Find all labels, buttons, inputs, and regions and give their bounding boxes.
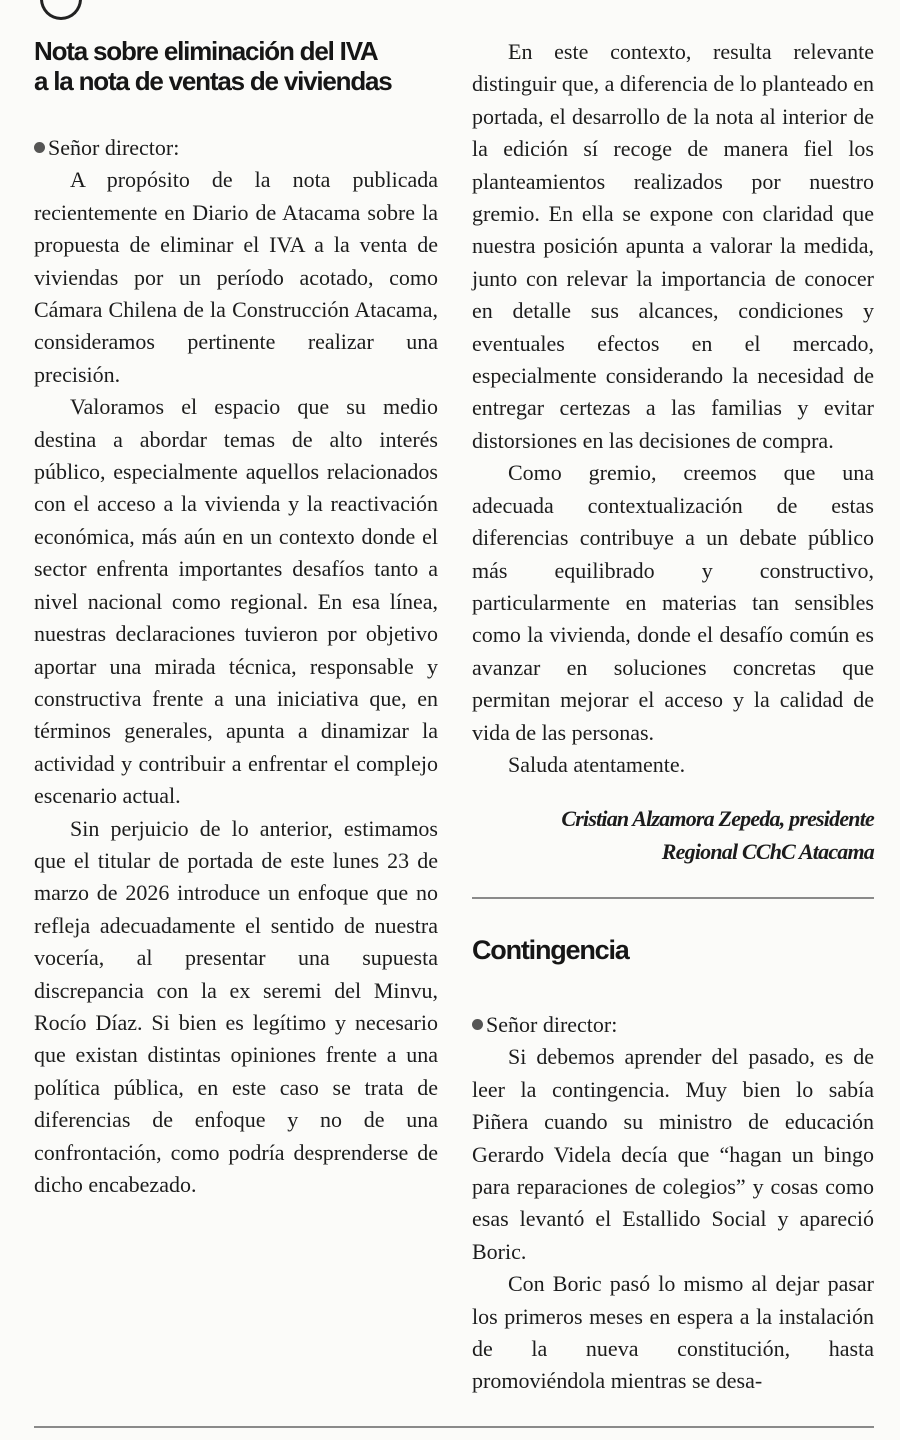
letter2 [472, 935, 874, 1398]
letter2-paragraph-1: Si debemos aprender del pasado, es de leer la contingencia. Muy bien lo sabía Piñera cuando su ministro de educación Gerardo Videla decía que “hagan un bingo para reparaciones de colegios” y cosas como esas levantó el Estallido Social y apareció Boric. [472, 1044, 874, 1264]
letter1-closing: Saluda atentamente. [508, 751, 686, 777]
letter1-title-line1: Nota sobre eliminación del IVA [34, 36, 378, 66]
letter1-body-right [472, 36, 874, 781]
letter1-paragraph-5: Como gremio, creemos que una adecuada contextualización de estas diferencias contribuye a un debate público más equilibrado y constructivo, particularmente en materias tan sensibles como la vivienda, donde el desafío común es avanzar en soluciones concretas que permitan mejorar el acceso y la calidad de vida de las personas. [472, 460, 874, 745]
signature-org: Regional CChC Atacama [661, 838, 874, 864]
letter2-salutation [472, 1009, 874, 1041]
letter1-paragraph-2: Valoramos el espacio que su medio destina a abordar temas de alto interés público, especialmente aquellos relacionados con el acceso a la vivienda y la reactivación económica, más aún en un contexto donde el sector enfrenta importantes desafíos tanto a nivel nacional como regional. En esa línea, nuestras declaraciones tuvieron por objetivo aportar una mirada técnica, responsable y constructiva frente a una iniciativa que, en términos generales, apunta a dinamizar la actividad y contribuir a enfrentar el complejo escenario actual. [34, 394, 438, 809]
letter2-salutation-text: Señor director: [486, 1012, 618, 1037]
bullet-icon [34, 142, 45, 153]
section-divider [472, 897, 874, 899]
right-column [472, 36, 874, 868]
signature-name: Cristian Alzamora Zepeda, presidente [561, 806, 874, 832]
letter2-body [472, 1041, 874, 1397]
letter1-paragraph-1: A propósito de la nota publicada recientemente en Diario de Atacama sobre la propuesta de eliminar el IVA a la venta de viviendas por un período acotado, como Cámara Chilena de la Construcción Atacama, consideramos pertinente realizar una precisión. [34, 167, 438, 387]
letter1-salutation-text: Señor director: [48, 135, 180, 160]
letter2-paragraph-2: Con Boric pasó lo mismo al dejar pasar los primeros meses en espera a la instalación de la nueva constitución, hasta promoviéndola mientras se desa- [472, 1271, 874, 1394]
letter2-title: Contingencia [472, 935, 629, 965]
letter1-body-left [34, 164, 438, 1201]
letter1-paragraph-3: Sin perjuicio de lo anterior, estimamos que el titular de portada de este lunes 23 de marzo de 2026 introduce un enfoque que no refleja adecuadamente el sentido de nuestra vocería, al presentar una supuesta discrepancia con la ex seremi del Minvu, Rocío Díaz. Si bien es legítimo y necesario que existan distintas opiniones frente a una política pública, en este caso se trata de diferencias de enfoque y no de una confrontación, como podría desprenderse de dicho encabezado. [34, 815, 438, 1197]
left-column [34, 36, 438, 1201]
letter1-salutation [34, 132, 438, 164]
letter1-paragraph-4: En este contexto, resulta relevante distinguir que, a diferencia de lo planteado en portada, el desarrollo de la nota al interior de la edición sí recoge de manera fiel los planteamientos realizados por nuestro gremio. En ella se expone con claridad que nuestra posición apunta a valorar la medida, junto con relevar la importancia de conocer en detalle sus alcances, condiciones y eventuales efectos en el mercado, especialmente considerando la necesidad de entregar certezas a las familias y evitar distorsiones en las decisiones de compra. [472, 39, 874, 453]
letter1-signature [472, 803, 874, 868]
bottom-divider [34, 1426, 874, 1428]
letter1-title-line2: a la nota de ventas de viviendas [34, 66, 392, 96]
page-corner-mark [40, 0, 82, 20]
letter1-title [34, 36, 438, 96]
bullet-icon [472, 1019, 483, 1030]
